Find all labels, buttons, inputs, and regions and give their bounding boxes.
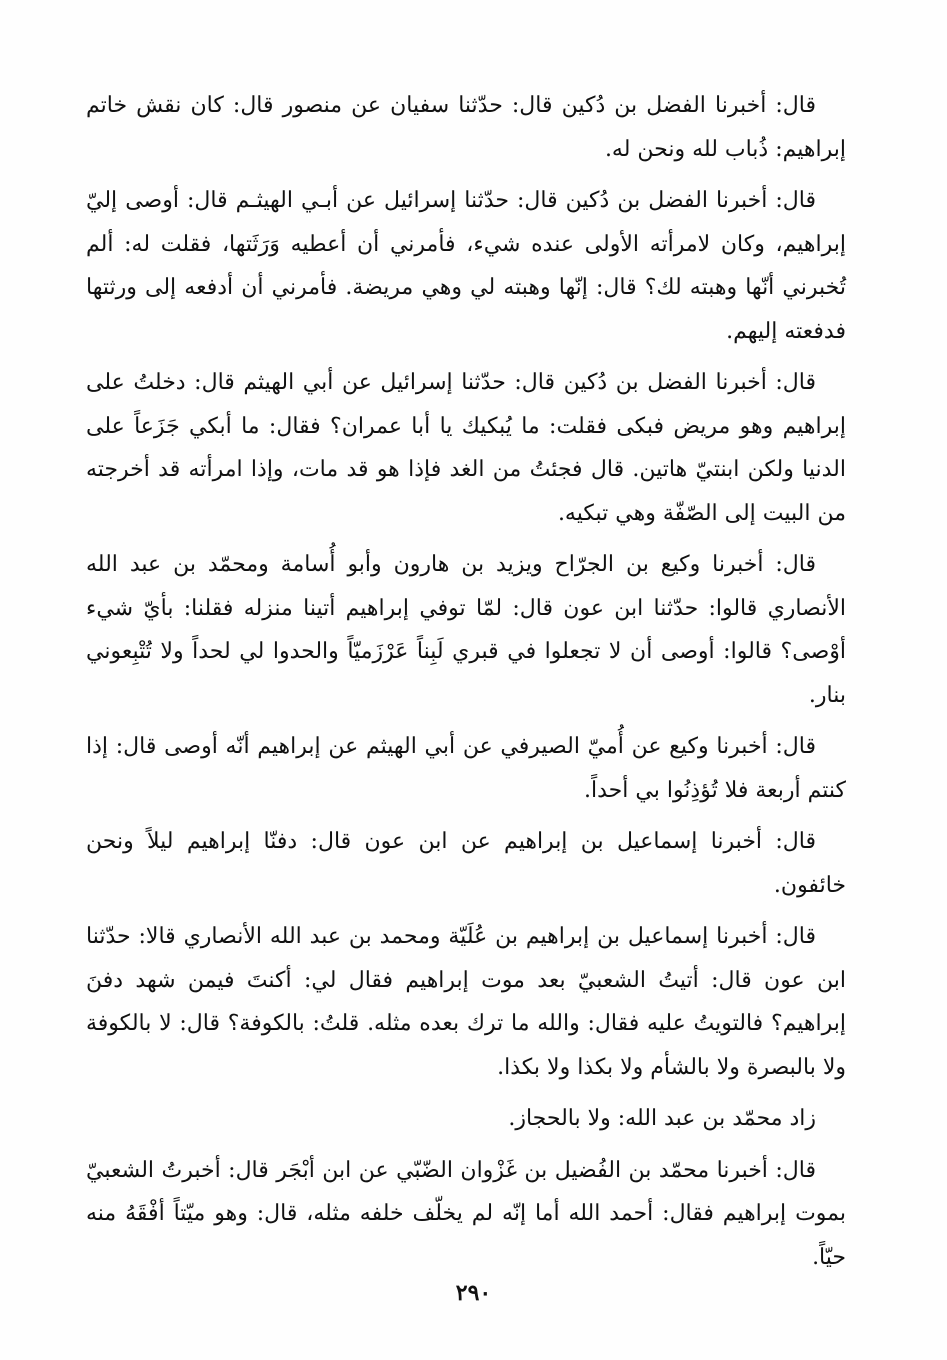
paragraph-3: قال: أخبرنا الفضل بن دُكين قال: حدّثنا إسرائيل عن أبي الهيثم قال: دخلتُ على إبراهيم وهو مريض فبكى فقلت: ما يُبكيك يا أبا عمران؟ فقال: ما أبكي جَزَعاً على الدنيا ولكن ابنتيّ هاتين. قال فجئتُ من الغد فإذا هو قد مات، وإذا امرأته قد أخرجته من البيت إلى الصّفّة وهي تبكيه. [86, 370, 846, 526]
paragraph-2: قال: أخبرنا الفضل بن دُكين قال: حدّثنا إسرائيل عن أبـي الهيثـم قال: أوصى إليّ إبراهيم، وكان لامرأته الأولى عنده شيء، فأمرني أن أعطيه وَرَثَتها، فقلت له: ألم تُخبرني أنّها وهبته لك؟ قال: إنّها وهبته لي وهي مريضة. فأمرني أن أدفعه إلى ورثتها فدفعته إليهم. [86, 188, 846, 344]
paragraph-9: قال: أخبرنا محمّد بن الفُضيل بن غَزْوان الضّبّي عن ابن أبْجَر قال: أخبرتُ الشعبيّ بموت إبراهيم فقال: أحمد الله أما إنّه لم يخلّف خلفه مثله، قال: وهو ميّتاً أفْقَهُ منه حيّاً. [86, 1157, 846, 1270]
paragraph-7: قال: أخبرنا إسماعيل بن إبراهيم بن عُلَيّة ومحمد بن عبد الله الأنصاري قالا: حدّثنا ابن عون قال: أتيتُ الشعبيّ بعد موت إبراهيم فقال لي: أكنتَ فيمن شهد دفنَ إبراهيم؟ فالتويتُ عليه فقال: والله ما ترك بعده مثله. قلتُ: بالكوفة؟ قال: لا بالكوفة ولا بالبصرة ولا بالشأم ولا بكذا ولا بكذا. [86, 924, 846, 1080]
paragraph-4: قال: أخبرنا وكيع بن الجرّاح ويزيد بن هارون وأبو أُسامة ومحمّد بن عبد الله الأنصاري قالوا: حدّثنا ابن عون قال: لمّا توفي إبراهيم أتينا منزله فقلنا: بأيّ شيء أوْصى؟ قالوا: أوصى أن لا تجعلوا في قبري لَبِناً عَرْزَميّاً والحدوا لي لحداً ولا تُتْبِعوني بنار. [86, 552, 846, 708]
page-number: ٢٩٠ [455, 1280, 492, 1306]
paragraph-8: زاد محمّد بن عبد الله: ولا بالحجاز. [508, 1106, 816, 1131]
paragraph-1: قال: أخبرنا الفضل بن دُكين قال: حدّثنا سفيان عن منصور قال: كان نقش خاتم إبراهيم: ذُباب لله ونحن له. [86, 93, 846, 162]
body-text [86, 84, 846, 1287]
paragraph-6: قال: أخبرنا إسماعيل بن إبراهيم عن ابن عون قال: دفنّا إبراهيم ليلاً ونحن خائفون. [86, 829, 846, 898]
paragraph-5: قال: أخبرنا وكيع عن أُميّ الصيرفي عن أبي الهيثم عن إبراهيم أنّه أوصى قال: إذا كنتم أربعة فلا تُؤذِنُوا بي أحداً. [86, 734, 846, 803]
